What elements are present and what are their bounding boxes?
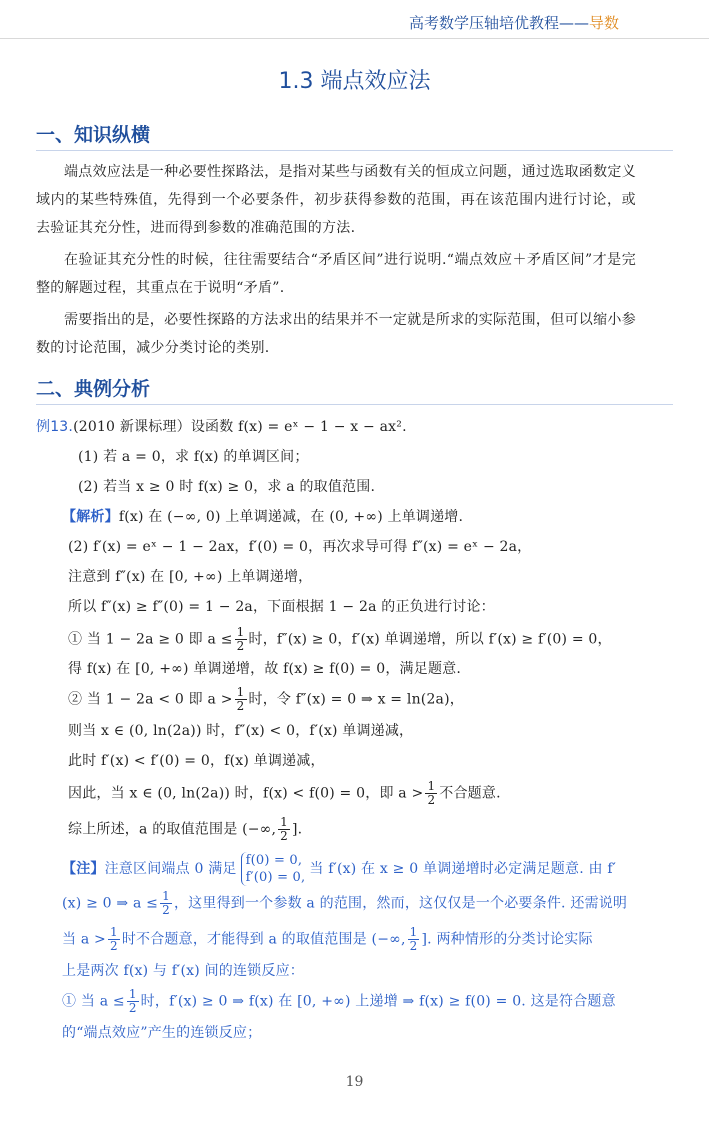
text: 当 f′(x) 在 x ≥ 0 单调递增时必定满足题意. 由 f′ [309, 861, 617, 877]
example-label: 例13. [36, 419, 74, 435]
text: 注意区间端点 0 满足 [104, 861, 237, 877]
denominator: 2 [427, 793, 436, 807]
header-title [409, 12, 619, 33]
analysis-line [62, 506, 642, 528]
fraction [235, 686, 247, 713]
solution-line: 此时 f′(x) < f′(0) = 0，f(x) 单调递减， [68, 753, 325, 769]
equation-system [241, 852, 306, 886]
paragraph: 端点效应法是一种必要性探路法，是指对某些与函数有关的恒成立问题，通过选取函数定义域内的某些特殊值，先得到一个必要条件，初步获得参数的范围，再在该范围内进行讨论，或去验证其充分性，进而得到参数的准确范围的方法. [36, 164, 636, 236]
solution-line [68, 626, 648, 653]
solution-line: 得 f(x) 在 [0, +∞) 单调递增，故 f(x) ≥ f(0) = 0，满足题意. [68, 661, 462, 677]
solution-line: 则当 x ∈ (0, ln(2a)) 时，f″(x) < 0，f′(x) 单调递减， [68, 723, 414, 739]
fraction [425, 780, 437, 807]
numerator: 1 [128, 987, 137, 1001]
subject-title: 导数 [588, 14, 619, 32]
book-title: 高考数学压轴培优教程—— [408, 14, 589, 32]
question-1: (1) 若 a = 0，求 f(x) 的单调区间； [78, 449, 309, 465]
text: ① 当 a ≤ [62, 993, 125, 1010]
section-heading-knowledge: 一、知识纵横 [36, 124, 151, 146]
denominator: 2 [162, 903, 170, 917]
section-divider [36, 404, 673, 405]
page-number: 19 [345, 1074, 364, 1090]
section-divider [36, 150, 673, 151]
fraction [160, 890, 172, 917]
text: 时，f″(x) ≥ 0，f′(x) 单调递增，所以 f′(x) ≥ f′(0) = 0， [248, 631, 612, 648]
text: (−∞, [242, 821, 277, 838]
numerator: 1 [427, 779, 436, 793]
paragraph: 需要指出的是，必要性探路的方法求出的结果并不一定就是所求的实际范围，但可以缩小参数的讨论范围，减少分类讨论的类别. [36, 312, 636, 356]
text: 时，令 f″(x) = 0 ⇒ x = ln(2a)， [248, 691, 464, 708]
denominator: 2 [409, 939, 418, 953]
note-line [62, 926, 642, 953]
note-line [62, 890, 642, 917]
solution-line: 所以 f″(x) ≥ f″(0) = 1 − 2a，下面根据 1 − 2a 的正负进行讨论： [68, 599, 495, 615]
note-line [62, 988, 642, 1015]
solution-line [68, 686, 648, 713]
text: 因此，当 x ∈ (0, ln(2a)) 时，f(x) < f(0) = 0，即 a > [68, 785, 424, 802]
question-2: (2) 若当 x ≥ 0 时 f(x) ≥ 0，求 a 的取值范围. [78, 479, 376, 495]
analysis-tag: 【解析】 [62, 509, 119, 525]
fraction [408, 926, 420, 953]
text: 时，f′(x) ≥ 0 ⇒ f(x) 在 [0, +∞) 上递增 ⇒ f(x) ≥ f(0) = 0. 这是符合题意 [140, 993, 616, 1010]
text: ]. 两种情形的分类讨论实际 [421, 931, 593, 948]
example-line [36, 416, 616, 438]
note-tag: 【注】 [62, 861, 105, 877]
page-title: 1.3 端点效应法 [278, 69, 431, 94]
solution-line [68, 780, 648, 807]
numerator: 1 [236, 625, 245, 639]
text: ]. [292, 821, 303, 838]
denominator: 2 [109, 939, 118, 953]
text: ① 当 1 − 2a ≥ 0 即 a ≤ [68, 631, 233, 648]
analysis-text: f(x) 在 (−∞, 0) 上单调递减，在 (0, +∞) 上单调递增. [118, 509, 464, 525]
fraction [235, 626, 247, 653]
numerator: 1 [409, 925, 418, 939]
equation: f(0) = 0, [245, 853, 303, 868]
equation: f′(0) = 0, [245, 870, 306, 885]
solution-line: (2) f′(x) = eˣ − 1 − 2ax，f′(0) = 0，再次求导可得 f″(x) = eˣ − 2a， [68, 539, 532, 555]
note-line: 上是两次 f(x) 与 f′(x) 间的连锁反应： [62, 963, 304, 979]
denominator: 2 [236, 639, 245, 653]
note-line: 的“端点效应”产生的连锁反应； [62, 1025, 262, 1041]
section-heading-examples: 二、典例分析 [36, 378, 151, 400]
fraction [127, 988, 139, 1015]
numerator: 1 [162, 889, 170, 903]
header-divider [0, 38, 709, 39]
text: 当 a > [62, 931, 106, 948]
solution-line: 注意到 f″(x) 在 [0, +∞) 上单调递增， [68, 569, 313, 585]
denominator: 2 [280, 829, 289, 843]
solution-line [68, 816, 648, 843]
text: (−∞, [371, 931, 406, 948]
example-text: (2010 新课标理）设函数 f(x) = eˣ − 1 − x − ax². [73, 419, 407, 435]
fraction [108, 926, 120, 953]
numerator: 1 [236, 685, 245, 699]
paragraph: 在验证其充分性的时候，往往需要结合“矛盾区间”进行说明.“端点效应＋矛盾区间”才是完整的解题过程，其重点在于说明“矛盾”. [36, 252, 636, 296]
numerator: 1 [280, 815, 289, 829]
note-line [62, 852, 642, 886]
denominator: 2 [236, 699, 245, 713]
fraction [278, 816, 290, 843]
denominator: 2 [128, 1001, 137, 1015]
text: 不合题意. [439, 785, 501, 802]
text: 综上所述，a 的取值范围是 [68, 821, 238, 838]
text: (x) ≥ 0 ⇒ a ≤ [62, 895, 159, 912]
text: ，这里得到一个参数 a 的范围，然而，这仅仅是一个必要条件. 还需说明 [173, 895, 628, 912]
text: 时不合题意，才能得到 a 的取值范围是 [121, 931, 367, 948]
text: ② 当 1 − 2a < 0 即 a > [68, 691, 233, 708]
numerator: 1 [109, 925, 118, 939]
